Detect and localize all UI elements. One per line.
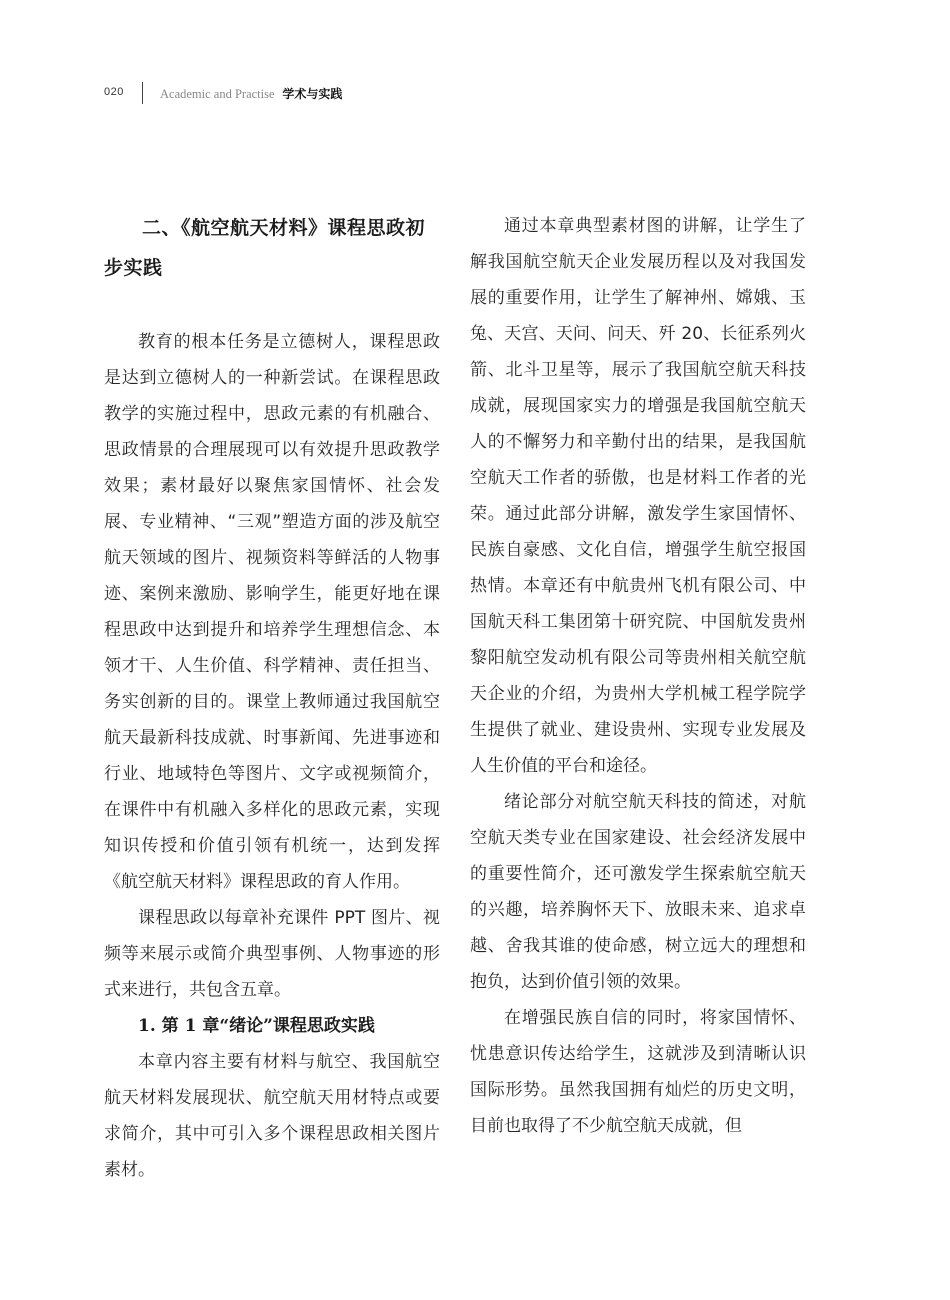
- section-title: 二、《航空航天材料》课程思政初步实践: [104, 217, 426, 279]
- journal-name: [160, 85, 342, 102]
- journal-name-en: Academic and Practise: [160, 87, 275, 101]
- subsection-heading: 1. 第 1 章“绪论”课程思政实践: [138, 1016, 375, 1036]
- page-number: 020: [104, 86, 124, 98]
- body-paragraph: 课程思政以每章补充课件 PPT 图片、视频等来展示或简介典型事例、人物事迹的形式来进行，共包含五章。: [104, 908, 440, 1000]
- header-divider: [142, 82, 143, 104]
- body-paragraph: 本章内容主要有材料与航空、我国航空航天材料发展现状、航空航天用材特点或要求简介，其中可引入多个课程思政相关图片素材。: [104, 1052, 440, 1180]
- title-spacer: [104, 288, 440, 324]
- left-column: [104, 208, 440, 1188]
- body-paragraph: 在增强民族自信的同时，将家国情怀、忧患意识传达给学生，这就涉及到清晰认识国际形势。虽然我国拥有灿烂的历史文明，目前也取得了不少航空航天成就，但: [470, 1008, 806, 1136]
- body-paragraph: 教育的根本任务是立德树人，课程思政是达到立德树人的一种新尝试。在课程思政教学的实施过程中，思政元素的有机融合、思政情景的合理展现可以有效提升思政教学效果；素材最好以聚焦家国情怀、社会发展、专业精神、“三观”塑造方面的涉及航空航天领域的图片、视频资料等鲜活的人物事迹、案例来激励、影响学生，能更好地在课程思政中达到提升和培养学生理想信念、本领才干、人生价值、科学精神、责任担当、务实创新的目的。课堂上教师通过我国航空航天最新科技成就、时事新闻、先进事迹和行业、地域特色等图片、文字或视频简介，在课件中有机融入多样化的思政元素，实现知识传授和价值引领有机统一，达到发挥《航空航天材料》课程思政的育人作用。: [104, 332, 440, 892]
- right-column: [470, 208, 806, 1144]
- journal-name-zh: 学术与实践: [282, 87, 343, 101]
- body-paragraph: 通过本章典型素材图的讲解，让学生了解我国航空航天企业发展历程以及对我国发展的重要作用，让学生了解神州、嫦娥、玉兔、天宫、天问、问天、歼 20、长征系列火箭、北斗卫星等，展示了我国航空航天科技成就，展现国家实力的增强是我国航空航天人的不懈努力和辛勤付出的结果，是我国航空航天工作者的骄傲，也是材料工作者的光荣。通过此部分讲解，激发学生家国情怀、民族自豪感、文化自信，增强学生航空报国热情。本章还有中航贵州飞机有限公司、中国航天科工集团第十研究院、中国航发贵州黎阳航空发动机有限公司等贵州相关航空航天企业的介绍，为贵州大学机械工程学院学生提供了就业、建设贵州、实现专业发展及人生价值的平台和途径。: [470, 216, 806, 776]
- body-paragraph: 绪论部分对航空航天科技的简述，对航空航天类专业在国家建设、社会经济发展中的重要性简介，还可激发学生探索航空航天的兴趣，培养胸怀天下、放眼未来、追求卓越、舍我其谁的使命感，树立远大的理想和抱负，达到价值引领的效果。: [470, 792, 806, 992]
